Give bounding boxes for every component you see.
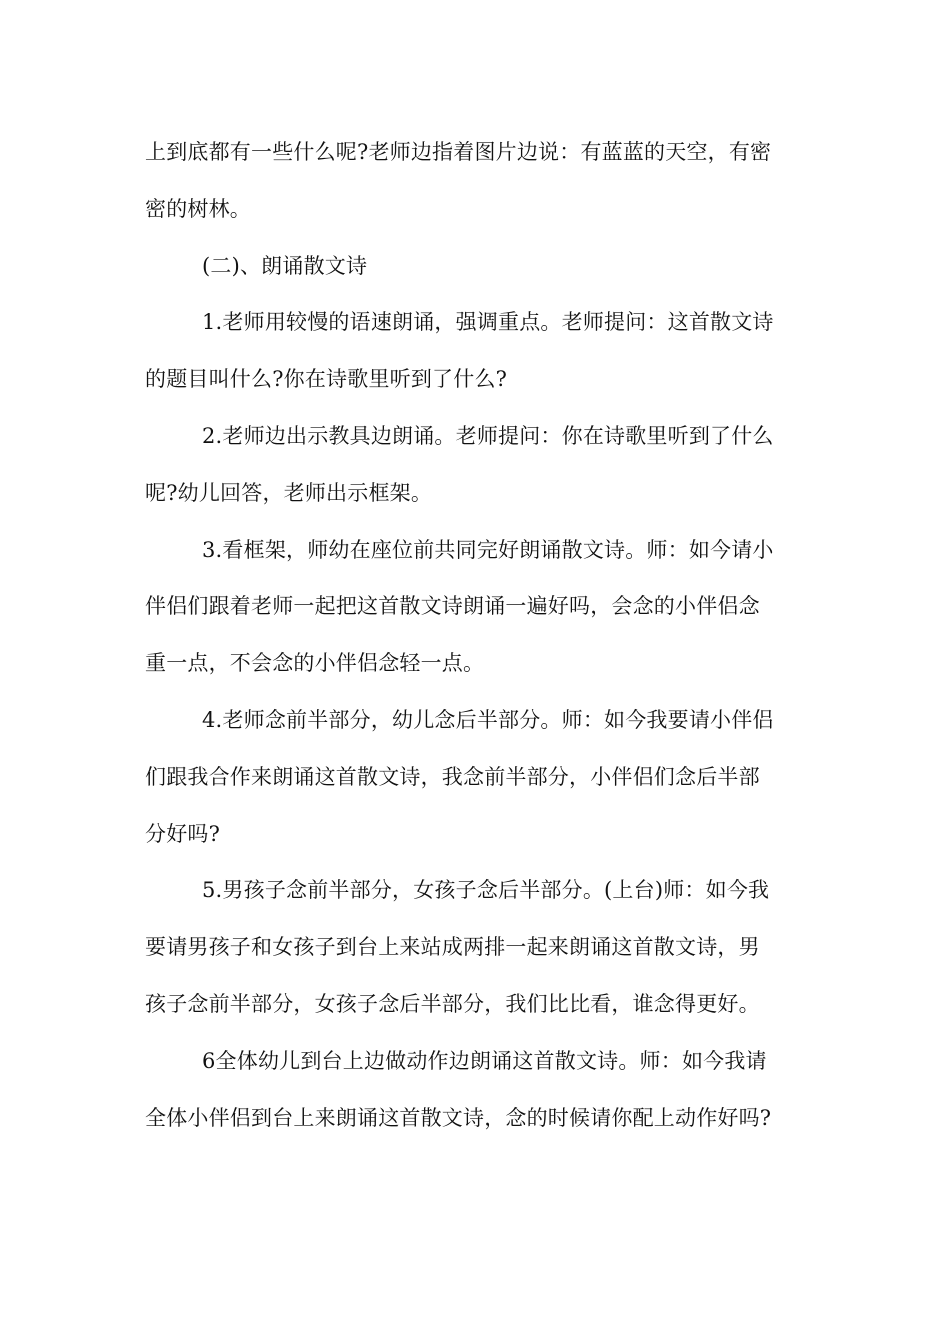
text-line: 重一点，不会念的小伴侣念轻一点。 (145, 651, 485, 676)
step-paragraph-2 (145, 408, 810, 522)
step-paragraph-1 (145, 294, 810, 408)
text-line: 3.看框架，师幼在座位前共同完好朗诵散文诗。师：如今请小 (202, 537, 774, 562)
text-line: 要请男孩子和女孩子到台上来站成两排一起来朗诵这首散文诗，男 (145, 935, 760, 960)
text-line: 5.男孩子念前半部分，女孩子念后半部分。(上台)师：如今我 (202, 878, 770, 903)
text-line: 孩子念前半部分，女孩子念后半部分，我们比比看，谁念得更好。 (145, 991, 760, 1016)
section-heading (145, 238, 810, 295)
text-line: 全体小伴侣到台上来朗诵这首散文诗，念的时候请你配上动作好吗? (145, 1105, 772, 1130)
step-paragraph-3 (145, 522, 810, 692)
text-line: 2.老师边出示教具边朗诵。老师提问：你在诗歌里听到了什么 (202, 423, 774, 448)
text-line: 4.老师念前半部分，幼儿念后半部分。师：如今我要请小伴侣 (202, 707, 774, 732)
text-line: 呢?幼儿回答，老师出示框架。 (145, 480, 433, 505)
step-paragraph-5 (145, 862, 810, 1032)
text-line: 上到底都有一些什么呢?老师边指着图片边说：有蓝蓝的天空，有密 (145, 140, 772, 164)
text-line: 密的树林。 (145, 196, 251, 221)
step-paragraph-6 (145, 1033, 810, 1147)
paragraph-continuation (145, 124, 810, 238)
text-line: (二)、朗诵散文诗 (202, 253, 368, 278)
text-line: 分好吗? (145, 821, 221, 846)
step-paragraph-4 (145, 692, 810, 862)
text-line: 6全体幼儿到台上边做动作边朗诵这首散文诗。师：如今我请 (202, 1048, 767, 1073)
text-line: 们跟我合作来朗诵这首散文诗，我念前半部分，小伴侣们念后半部 (145, 764, 760, 789)
document-body (145, 124, 810, 1146)
text-line: 的题目叫什么?你在诗歌里听到了什么? (145, 367, 508, 392)
text-line: 1.老师用较慢的语速朗诵，强调重点。老师提问：这首散文诗 (202, 310, 774, 335)
text-line: 伴侣们跟着老师一起把这首散文诗朗诵一遍好吗，会念的小伴侣念 (145, 594, 760, 619)
